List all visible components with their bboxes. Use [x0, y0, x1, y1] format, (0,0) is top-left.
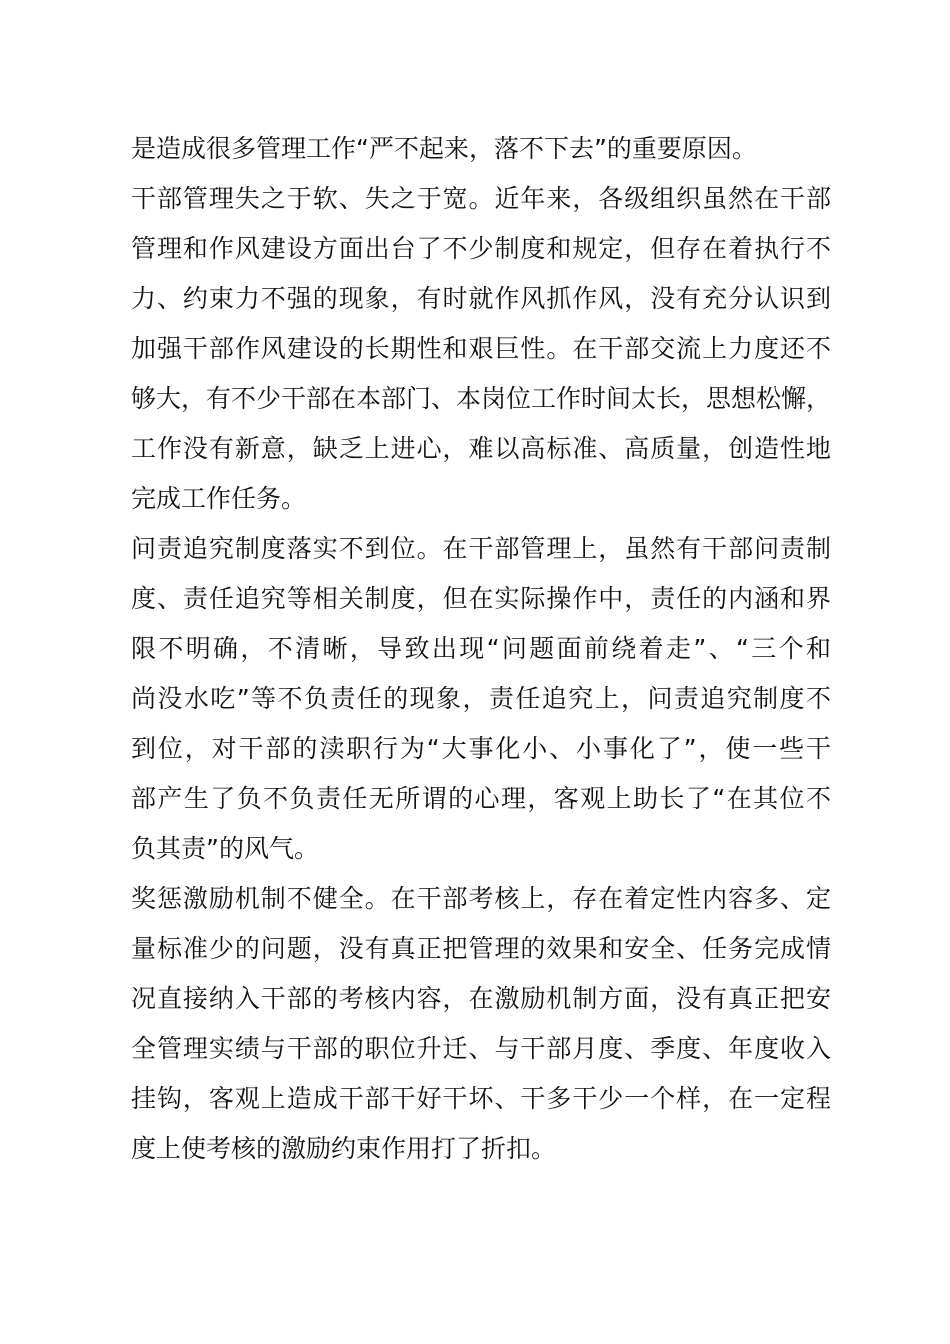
text-line: 部产生了负不负责任无所谓的心理，客观上助长了“在其位不 [131, 784, 831, 813]
text-line: 力、约束力不强的现象，有时就作风抓作风，没有充分认识到 [131, 284, 831, 313]
text-line: 工作没有新意，缺乏上进心，难以高标准、高质量，创造性地 [131, 434, 831, 463]
text-line: 况直接纳入干部的考核内容，在激励机制方面，没有真正把安 [131, 984, 831, 1013]
text-line: 够大，有不少干部在本部门、本岗位工作时间太长，思想松懈， [131, 384, 832, 413]
text-line: 挂钩，客观上造成干部干好干坏、干多干少一个样，在一定程 [131, 1084, 831, 1113]
text-line: 完成工作任务。 [131, 484, 307, 513]
text-line: 负其责”的风气。 [131, 834, 319, 863]
text-line: 管理和作风建设方面出台了不少制度和规定，但存在着执行不 [131, 234, 831, 263]
text-line: 干部管理失之于软、失之于宽。近年来，各级组织虽然在干部 [131, 184, 831, 213]
text-line: 加强干部作风建设的长期性和艰巨性。在干部交流上力度还不 [131, 334, 831, 363]
text-line: 问责追究制度落实不到位。在干部管理上，虽然有干部问责制 [131, 534, 831, 563]
text-line: 全管理实绩与干部的职位升迁、与干部月度、季度、年度收入 [131, 1034, 831, 1063]
text-line: 限不明确，不清晰，导致出现“问题面前绕着走”、“三个和 [131, 634, 831, 663]
text-line: 到位，对干部的渎职行为“大事化小、小事化了”，使一些干 [131, 734, 831, 763]
text-line: 奖惩激励机制不健全。在干部考核上，存在着定性内容多、定 [131, 884, 831, 913]
body-text [131, 124, 831, 1174]
text-line: 尚没水吃”等不负责任的现象，责任追究上，问责追究制度不 [131, 684, 831, 713]
text-line: 度上使考核的激励约束作用打了折扣。 [131, 1134, 557, 1163]
text-line: 是造成很多管理工作“严不起来，落不下去”的重要原因。 [131, 134, 757, 163]
text-line: 量标准少的问题，没有真正把管理的效果和安全、任务完成情 [131, 934, 831, 963]
text-line: 度、责任追究等相关制度，但在实际操作中，责任的内涵和界 [131, 584, 831, 613]
